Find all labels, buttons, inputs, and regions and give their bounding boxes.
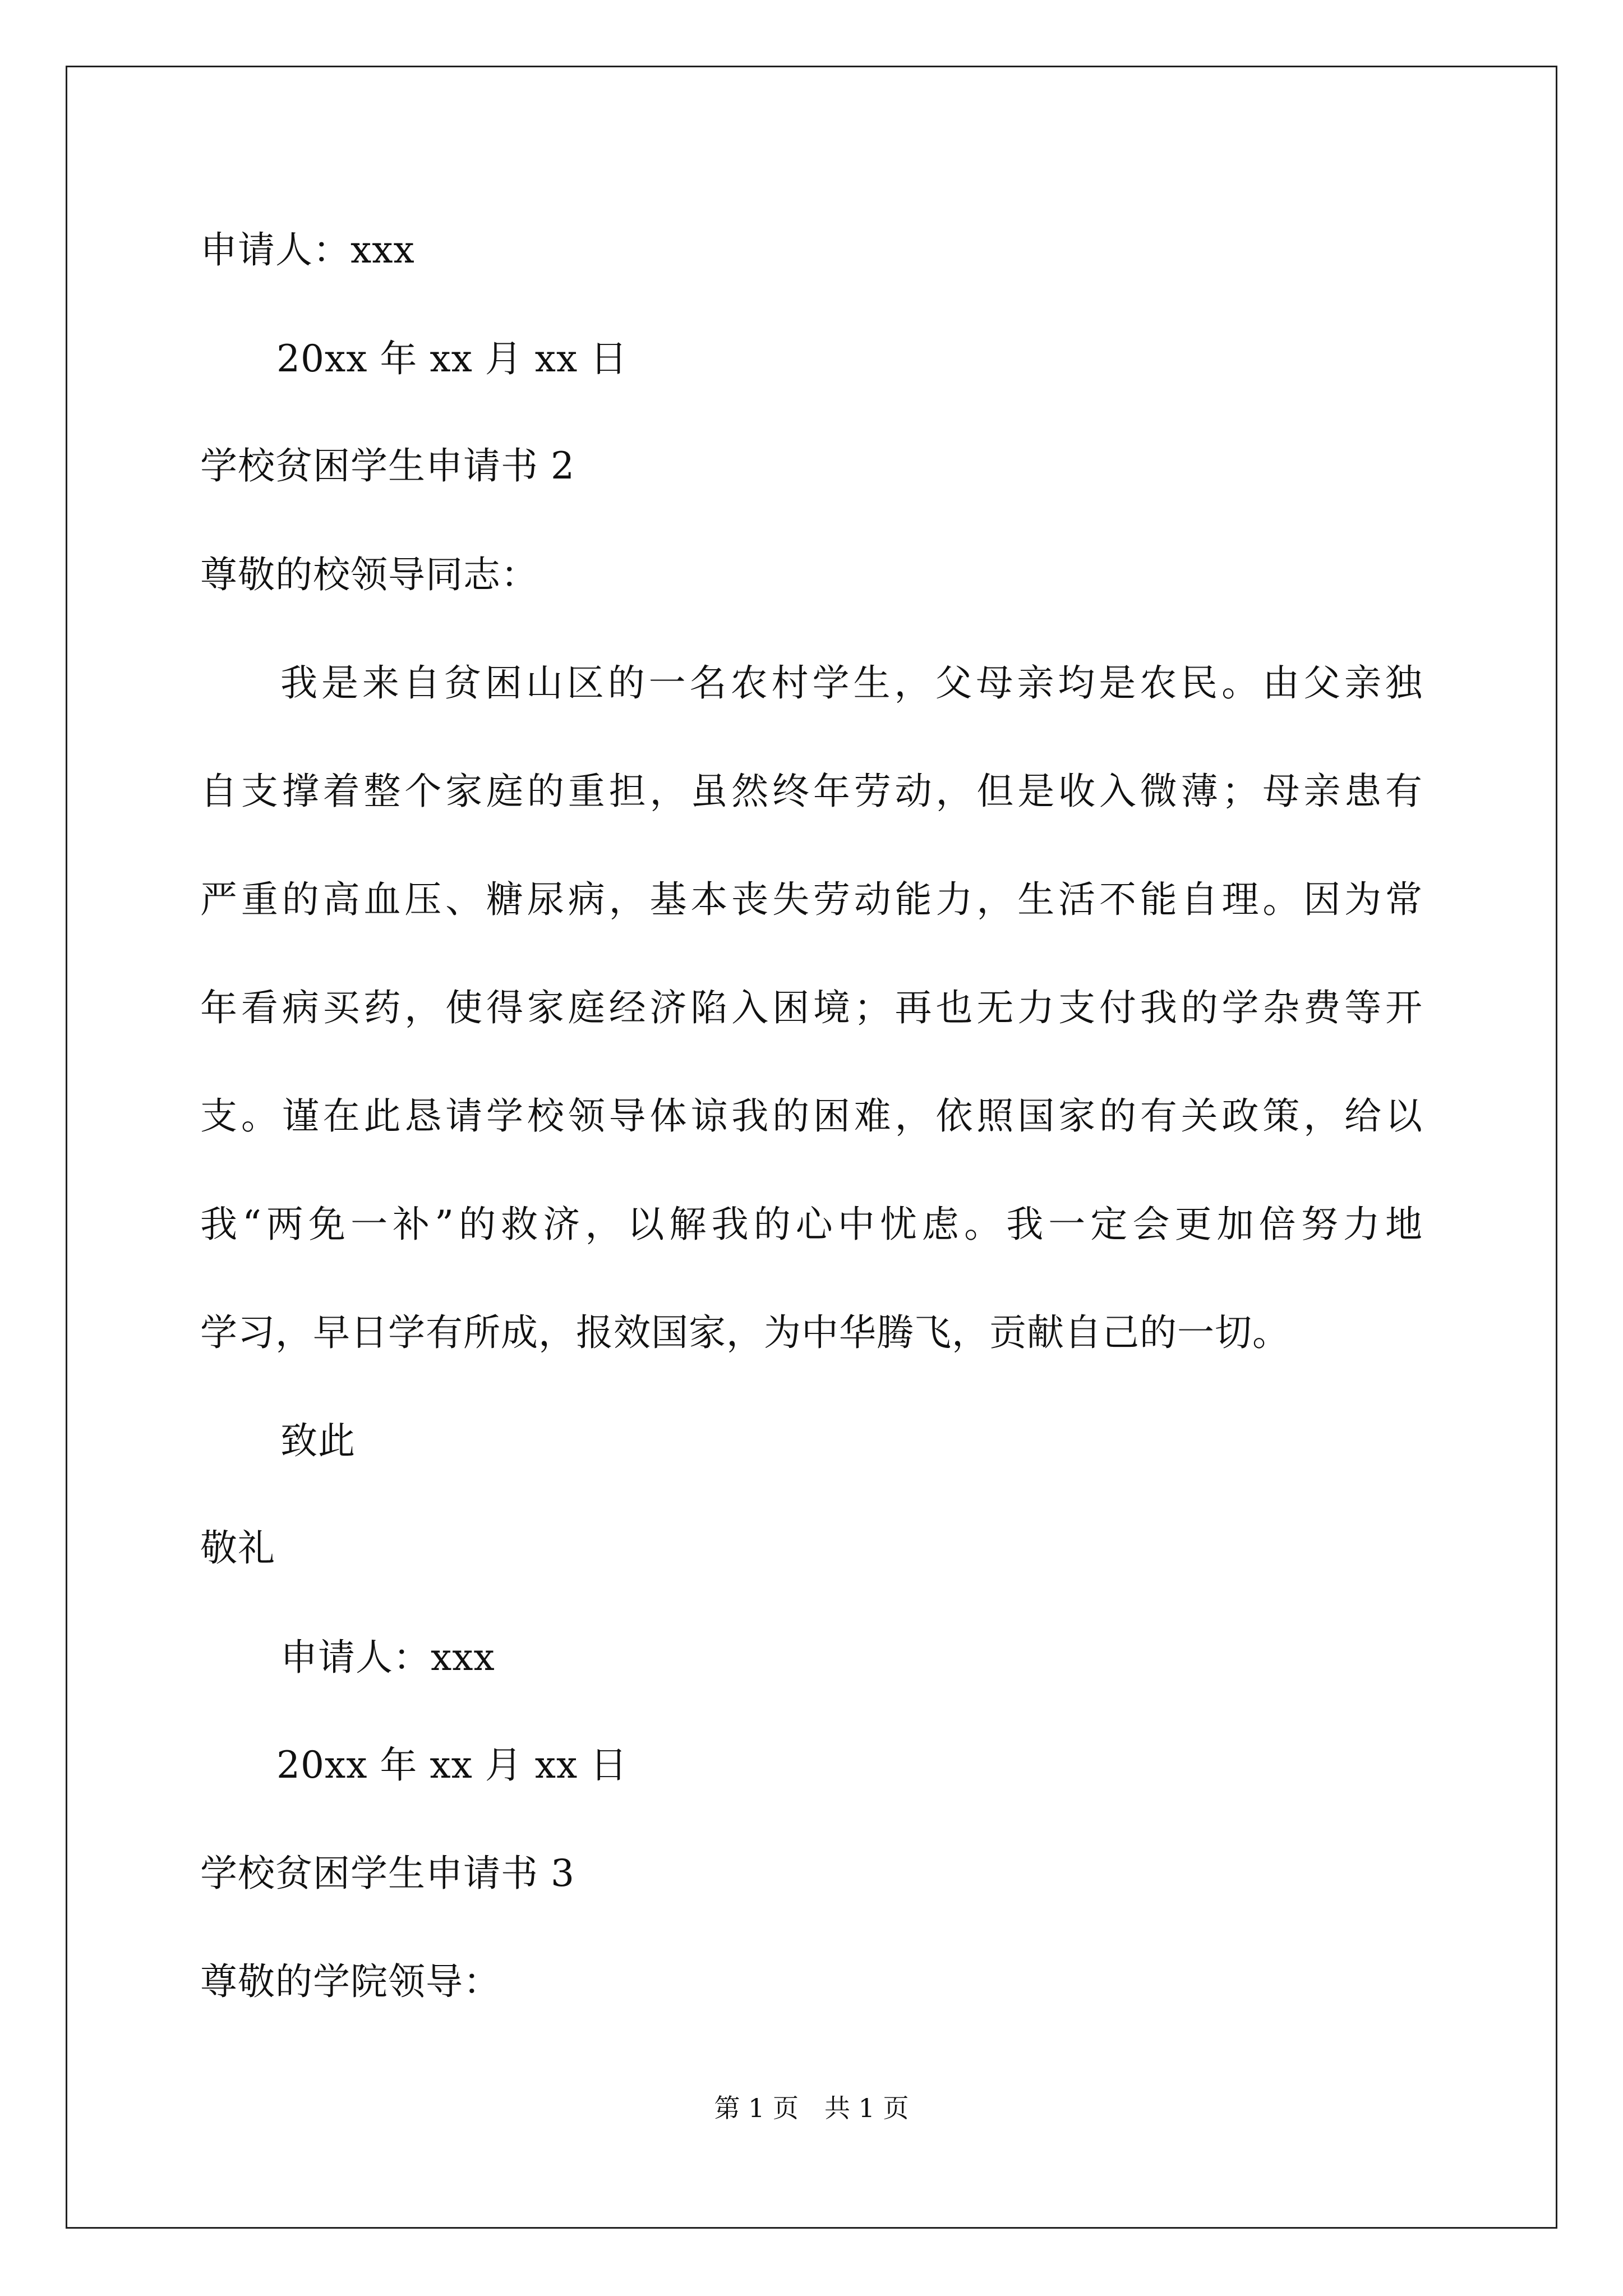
closing-line: 致此 <box>280 1419 356 1462</box>
applicant-line: 申请人：xxx <box>200 228 415 272</box>
section-title: 学校贫困学生申请书 2 <box>200 444 575 487</box>
body-paragraph-line: 自支撑着整个家庭的重担，虽然终年劳动，但是收入微薄；母亲患有 <box>200 770 1423 813</box>
body-paragraph-line: 学习，早日学有所成，报效国家，为中华腾飞，贡献自己的一切。 <box>200 1311 1290 1354</box>
section-title: 学校贫困学生申请书 3 <box>200 1852 575 1895</box>
page-footer: 第 1 页 共 1 页 <box>714 2093 909 2123</box>
salutation: 尊敬的校领导同志： <box>200 553 538 596</box>
closing-salute: 敬礼 <box>200 1526 275 1570</box>
page-border <box>66 66 1557 2229</box>
date-line: 20xx 年 xx 月 xx 日 <box>276 337 628 380</box>
applicant-line: 申请人：xxx <box>280 1636 495 1679</box>
date-line: 20xx 年 xx 月 xx 日 <box>276 1743 628 1787</box>
body-paragraph-line: 我“两免一补”的救济，以解我的心中忧虑。我一定会更加倍努力地 <box>200 1203 1423 1246</box>
body-paragraph-line: 严重的高血压、糖尿病，基本丧失劳动能力，生活不能自理。因为常 <box>200 878 1423 921</box>
body-paragraph-line: 支。谨在此恳请学校领导体谅我的困难，依照国家的有关政策，给以 <box>200 1094 1423 1138</box>
body-paragraph-line: 我是来自贫困山区的一名农村学生，父母亲均是农民。由父亲独 <box>280 661 1423 705</box>
salutation: 尊敬的学院领导： <box>200 1960 501 2003</box>
body-paragraph-line: 年看病买药，使得家庭经济陷入困境；再也无力支付我的学杂费等开 <box>200 986 1423 1029</box>
